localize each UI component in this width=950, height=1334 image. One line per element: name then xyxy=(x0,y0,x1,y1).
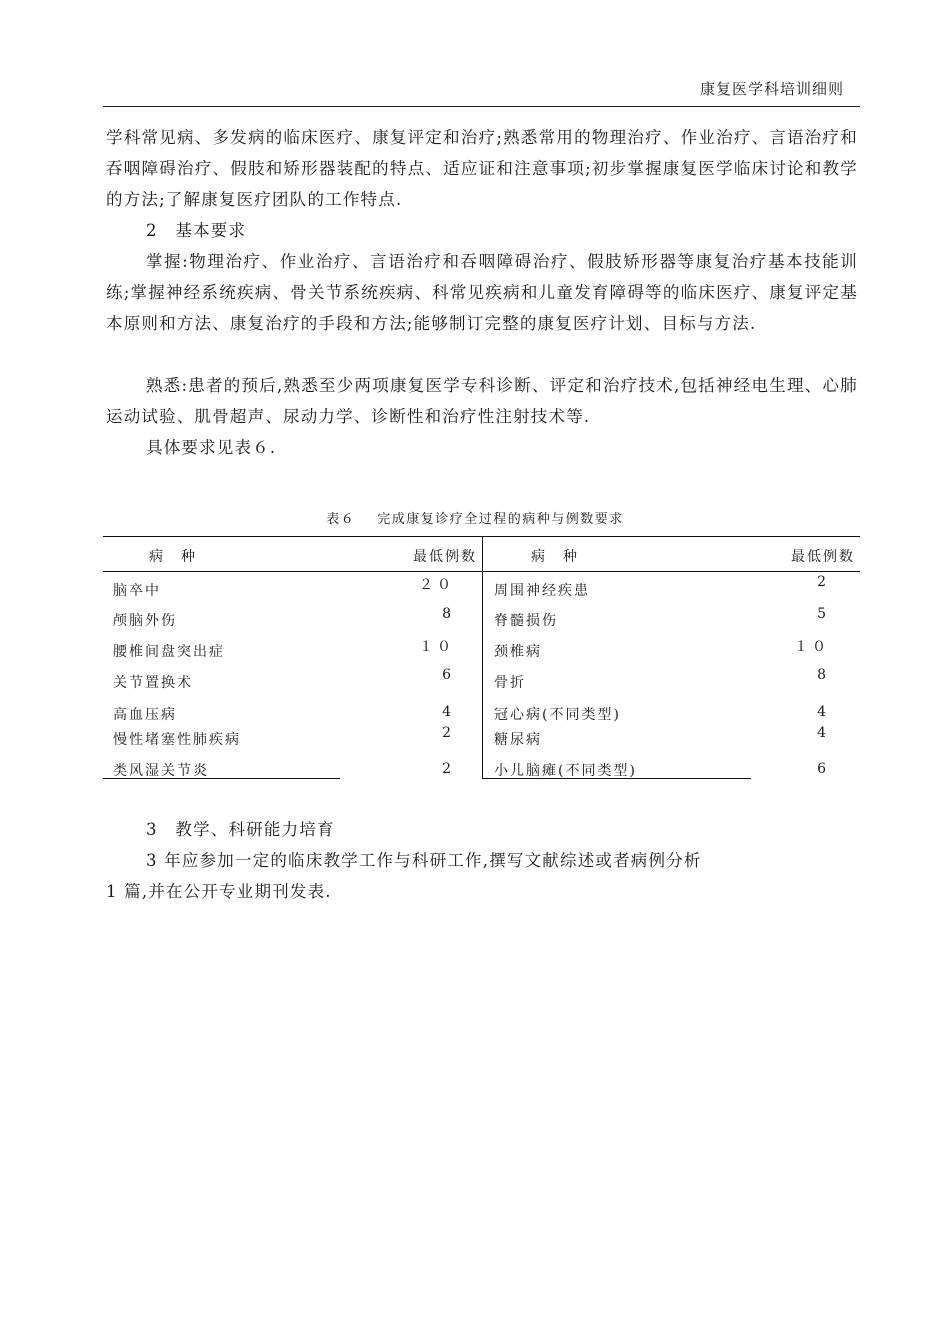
table-row-right-count: 6 xyxy=(817,761,830,777)
table-row-left-count: 6 xyxy=(442,667,455,683)
table-row-left-count: 2 xyxy=(442,725,455,741)
paragraph-table-ref: 具体要求见表６. xyxy=(146,438,277,457)
table-row-right-name: 小儿脑瘫(不同类型) xyxy=(494,763,637,779)
table-row-left-count: 2 xyxy=(442,761,455,777)
table-row-right-name: 颈椎病 xyxy=(494,644,542,660)
table-row-right-name: 冠心病(不同类型) xyxy=(494,707,621,723)
table-row-left-count: １０ xyxy=(419,639,455,655)
paragraph-master: 掌握:物理治疗、作业治疗、言语治疗和吞咽障碍治疗、假肢矫形器等康复治疗基本技能训练;掌握神经系统疾病、骨关节系统疾病、科常见疾病和儿童发育障碍等的临床医疗、康复评定基本原则和方法、康复治疗的手段和方法;能够制订完整的康复医疗计划、目标与方法. xyxy=(106,252,858,333)
header-count-left: 最低例数 xyxy=(413,549,477,565)
paragraph-teaching-line2: 1 篇,并在公开专业期刊发表. xyxy=(106,882,332,901)
paragraph-familiar: 熟悉:患者的预后,熟悉至少两项康复医学专科诊断、评定和治疗技术,包括神经电生理、心肺运动试验、肌骨超声、尿动力学、诊断性和治疗性注射技术等. xyxy=(106,376,858,426)
table-row-left-name: 颅脑外伤 xyxy=(113,613,177,629)
section-heading-3: 3 教学、科研能力培育 xyxy=(146,820,335,839)
table-caption-label: 表６ xyxy=(326,512,356,527)
header-disease-left: 病 种 xyxy=(149,549,197,565)
paragraph-teaching-line1: 3 年应参加一定的临床教学工作与科研工作,撰写文献综述或者病例分析 xyxy=(146,851,702,870)
paragraph-intro: 学科常见病、多发病的临床医疗、康复评定和治疗;熟悉常用的物理治疗、作业治疗、言语治疗和吞咽障碍治疗、假肢和矫形器装配的特点、适应证和注意事项;初步掌握康复医学临床讨论和教学的方法;了解康复医疗团队的工作特点. xyxy=(106,128,858,209)
table-row-right-count: 4 xyxy=(817,725,830,741)
table-row-left-name: 腰椎间盘突出症 xyxy=(113,644,225,660)
table-row-right-name: 脊髓损伤 xyxy=(494,613,558,629)
table-row-right-name: 骨折 xyxy=(494,675,526,691)
table-row-left-name: 关节置换术 xyxy=(113,675,193,691)
table-row-right-count: １０ xyxy=(794,639,830,655)
header-divider xyxy=(103,106,860,107)
section-heading-2: 2 基本要求 xyxy=(146,221,247,240)
table-row-right-count: 2 xyxy=(817,574,830,590)
table-row-right-name: 周围神经疾患 xyxy=(494,583,590,599)
table-row-left-name: 高血压病 xyxy=(113,707,177,723)
table-row-left-name: 慢性堵塞性肺疾病 xyxy=(113,732,241,748)
table-row-right-count: 8 xyxy=(817,667,830,683)
table-caption xyxy=(0,508,950,527)
table-row-left-count: ２０ xyxy=(419,577,455,593)
table-row-right-name: 糖尿病 xyxy=(494,732,542,748)
running-header: 康复医学科培训细则 xyxy=(699,80,844,98)
table-row-right-count: 5 xyxy=(817,606,830,622)
disease-requirements-table xyxy=(103,536,860,782)
table-row-left-name: 类风湿关节炎 xyxy=(113,763,209,779)
table-center-divider xyxy=(482,536,483,779)
table-row-left-count: 8 xyxy=(442,606,455,622)
header-count-right: 最低例数 xyxy=(791,549,855,565)
table-caption-title: 完成康复诊疗全过程的病种与例数要求 xyxy=(377,512,624,527)
header-disease-right: 病 种 xyxy=(531,549,579,565)
table-row-left-name: 脑卒中 xyxy=(113,583,161,599)
table-row-right-count: 4 xyxy=(817,704,830,720)
table-row-left-count: 4 xyxy=(442,704,455,720)
